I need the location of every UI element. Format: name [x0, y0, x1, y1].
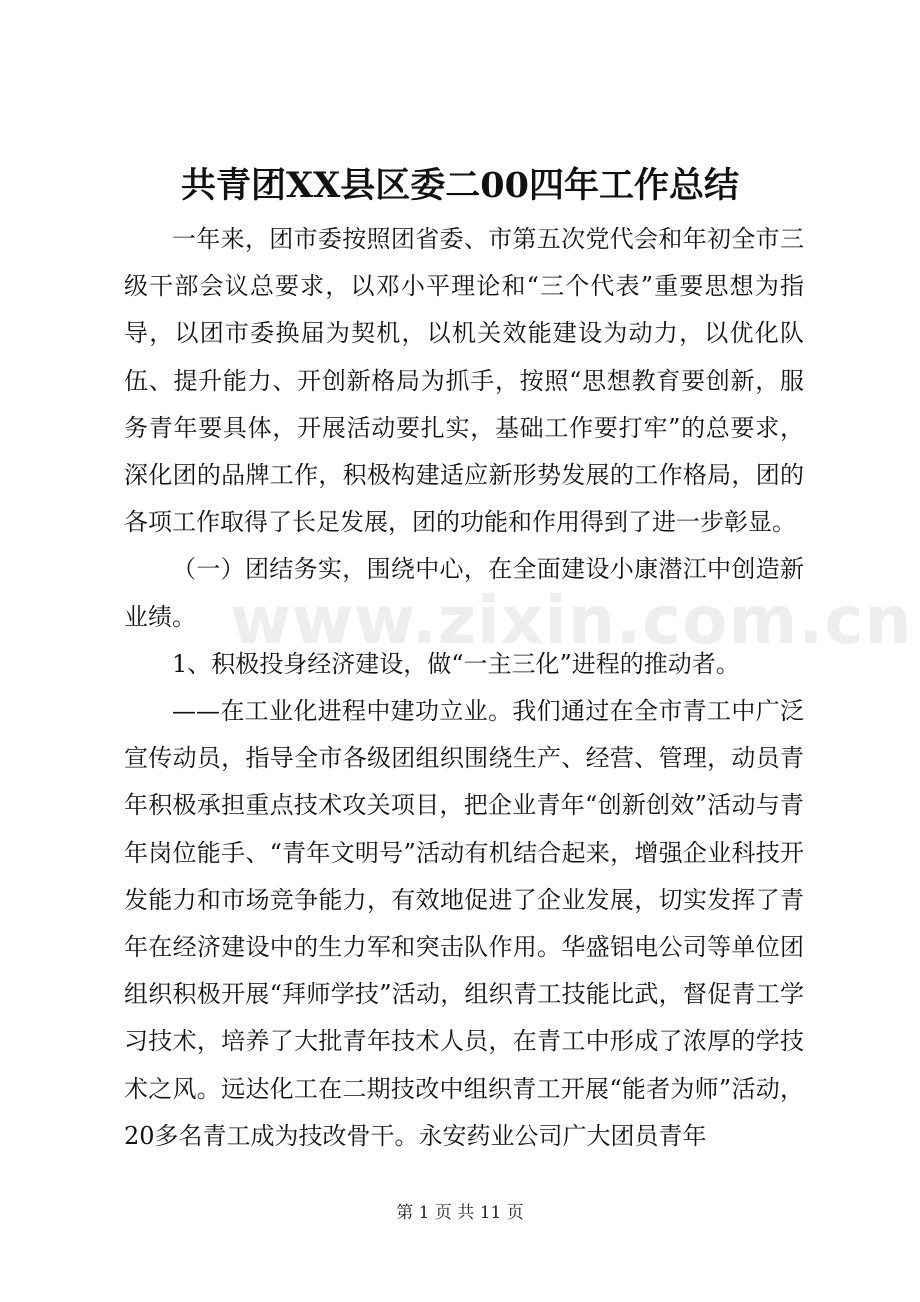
- page-number-footer: 第 1 页 共 11 页: [396, 1203, 524, 1223]
- watermark: www.zixin.com.cn: [230, 582, 913, 659]
- paragraph-subheading: 1、积极投身经济建设，做“一主三化”进程的推动者。: [172, 649, 740, 678]
- paragraph-industrialization: ——在工业化进程中建功立业。我们通过在全市青工中广泛宣传动员，指导全市各级团组织围绕生产、经营、管理，动员青年积极承担重点技术攻关项目，把企业青年“创新创效”活动与青年岗位能手、“青年文明号”活动有机结合起来，增强企业科技开发能力和市场竞争能力，有效地促进了企业发展，切实发挥了青年在经济建设中的生力军和突击队作用。华盛铝电公司等单位团组织积极开展“拜师学技”活动，组织青工技能比武，督促青工学习技术，培养了大批青年技术人员，在青工中形成了浓厚的学技术之风。远达化工在二期技改中组织青工开展“能者为师”活动，20多名青工成为技改骨干。永安药业公司广大团员青年: [124, 697, 804, 1150]
- document-title: 共青团XX县区委二00四年工作总结: [180, 165, 740, 206]
- document-body: [124, 216, 913, 1160]
- paragraph-intro: 一年来，团市委按照团省委、市第五次党代会和年初全市三级干部会议总要求，以邓小平理论和“三个代表”重要思想为指导，以团市委换届为契机，以机关效能建设为动力，以优化队伍、提升能力、开创新格局为抓手，按照“思想教育要创新，服务青年要具体，开展活动要扎实，基础工作要打牢”的总要求，深化团的品牌工作，积极构建适应新形势发展的工作格局，团的各项工作取得了长足发展，团的功能和作用得到了进一步彰显。: [124, 225, 804, 537]
- paragraph-section-heading: （一）团结务实，围绕中心，在全面建设小康潜江中创造新业绩。: [124, 555, 804, 631]
